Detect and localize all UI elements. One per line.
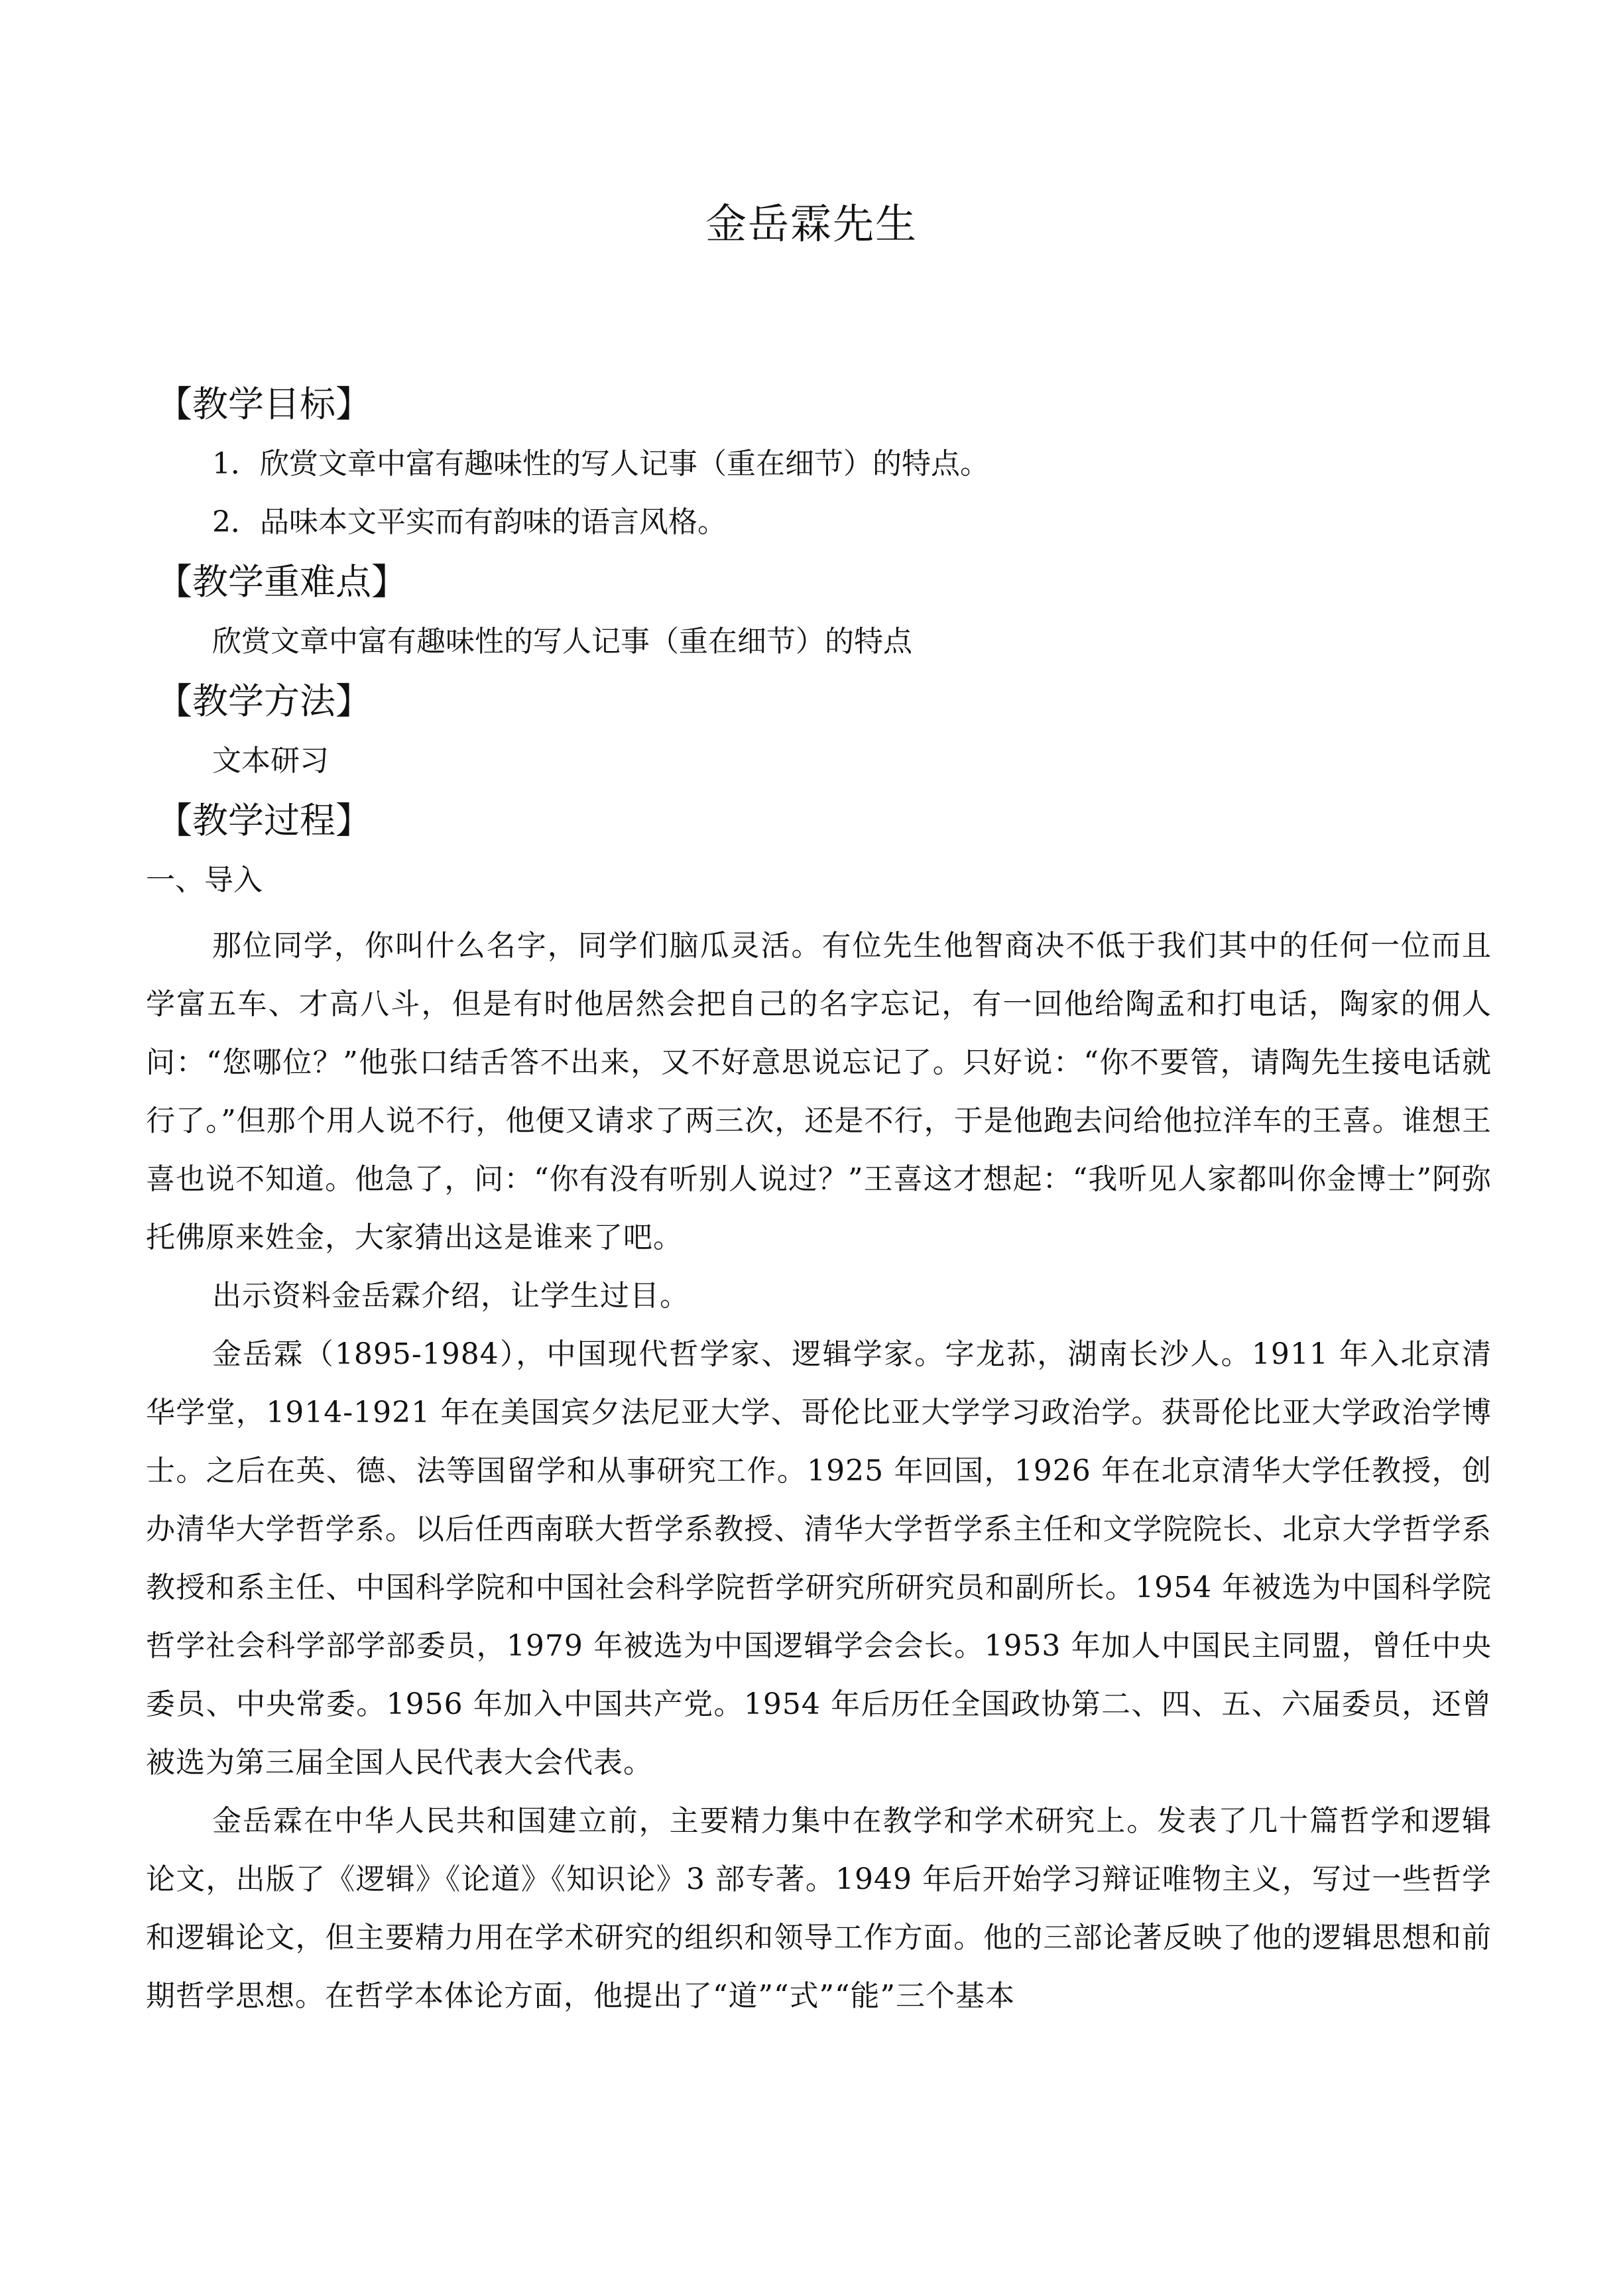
- document-title: 金岳霖先生: [705, 200, 918, 248]
- section-heading-key-points: 【教学重难点】: [156, 561, 407, 603]
- section-heading-methods: 【教学方法】: [156, 680, 371, 722]
- paragraph-academic-work: 金岳霖在中华人民共和国建立前，主要精力集中在教学和学术研究上。发表了几十篇哲学和逻辑论文，出版了《逻辑》《论道》《知识论》3 部专著。1949 年后开始学习辩证唯物主义，写过一些哲学和逻辑论文，但主要精力用在学术研究的组织和领导工作方面。他的三部论著反映了他的逻辑思想和前期哲学思想。在哲学本体论方面，他提出了“道”“式”“能”三个基本: [146, 1804, 1492, 2013]
- step-label-introduction: 一、导入: [146, 863, 263, 897]
- goal-item-2: 2．品味本文平实而有韵味的语言风格。: [212, 505, 727, 539]
- goal-item-1: 1．欣赏文章中富有趣味性的写人记事（重在细节）的特点。: [212, 447, 989, 481]
- section-heading-process: 【教学过程】: [156, 800, 371, 841]
- paragraph-intro-story: 那位同学，你叫什么名字，同学们脑瓜灵活。有位先生他智商决不低于我们其中的任何一位而且学富五车、才高八斗，但是有时他居然会把自己的名字忘记，有一回他给陶孟和打电话，陶家的佣人问：“您哪位？”他张口结舌答不出来，又不好意思说忘记了。只好说：“你不要管，请陶先生接电话就行了。”但那个用人说不行，他便又请求了两三次，还是不行，于是他跑去问给他拉洋车的王喜。谁想王喜也说不知道。他急了，问：“你有没有听别人说过？”王喜这才想起：“我听见人家都叫你金博士”阿弥托佛原来姓金，大家猜出这是谁来了吧。: [146, 929, 1492, 1254]
- key-points-text: 欣赏文章中富有趣味性的写人记事（重在细节）的特点: [212, 625, 912, 658]
- document-body: [138, 381, 1490, 2025]
- section-heading-goals: 【教学目标】: [156, 383, 371, 425]
- paragraph-biography: 金岳霖（1895-1984），中国现代哲学家、逻辑学家。字龙荪，湖南长沙人。1911 年入北京清华学堂，1914-1921 年在美国宾夕法尼亚大学、哥伦比亚大学学习政治学。获哥伦比亚大学政治学博士。之后在英、德、法等国留学和从事研究工作。1925 年回国，1926 年在北京清华大学任教授，创办清华大学哲学系。以后任西南联大哲学系教授、清华大学哲学系主任和文学院院长、北京大学哲学系教授和系主任、中国科学院和中国社会科学院哲学研究所研究员和副所长。1954 年被选为中国科学院哲学社会科学部学部委员，1979 年被选为中国逻辑学会会长。1953 年加人中国民主同盟，曾任中央委员、中央常委。1956 年加入中国共产党。1954 年后历任全国政协第二、四、五、六届委员，还曾被选为第三届全国人民代表大会代表。: [146, 1337, 1492, 1780]
- methods-text: 文本研习: [212, 744, 329, 778]
- paragraph-show-materials: 出示资料金岳霖介绍，让学生过目。: [212, 1279, 690, 1313]
